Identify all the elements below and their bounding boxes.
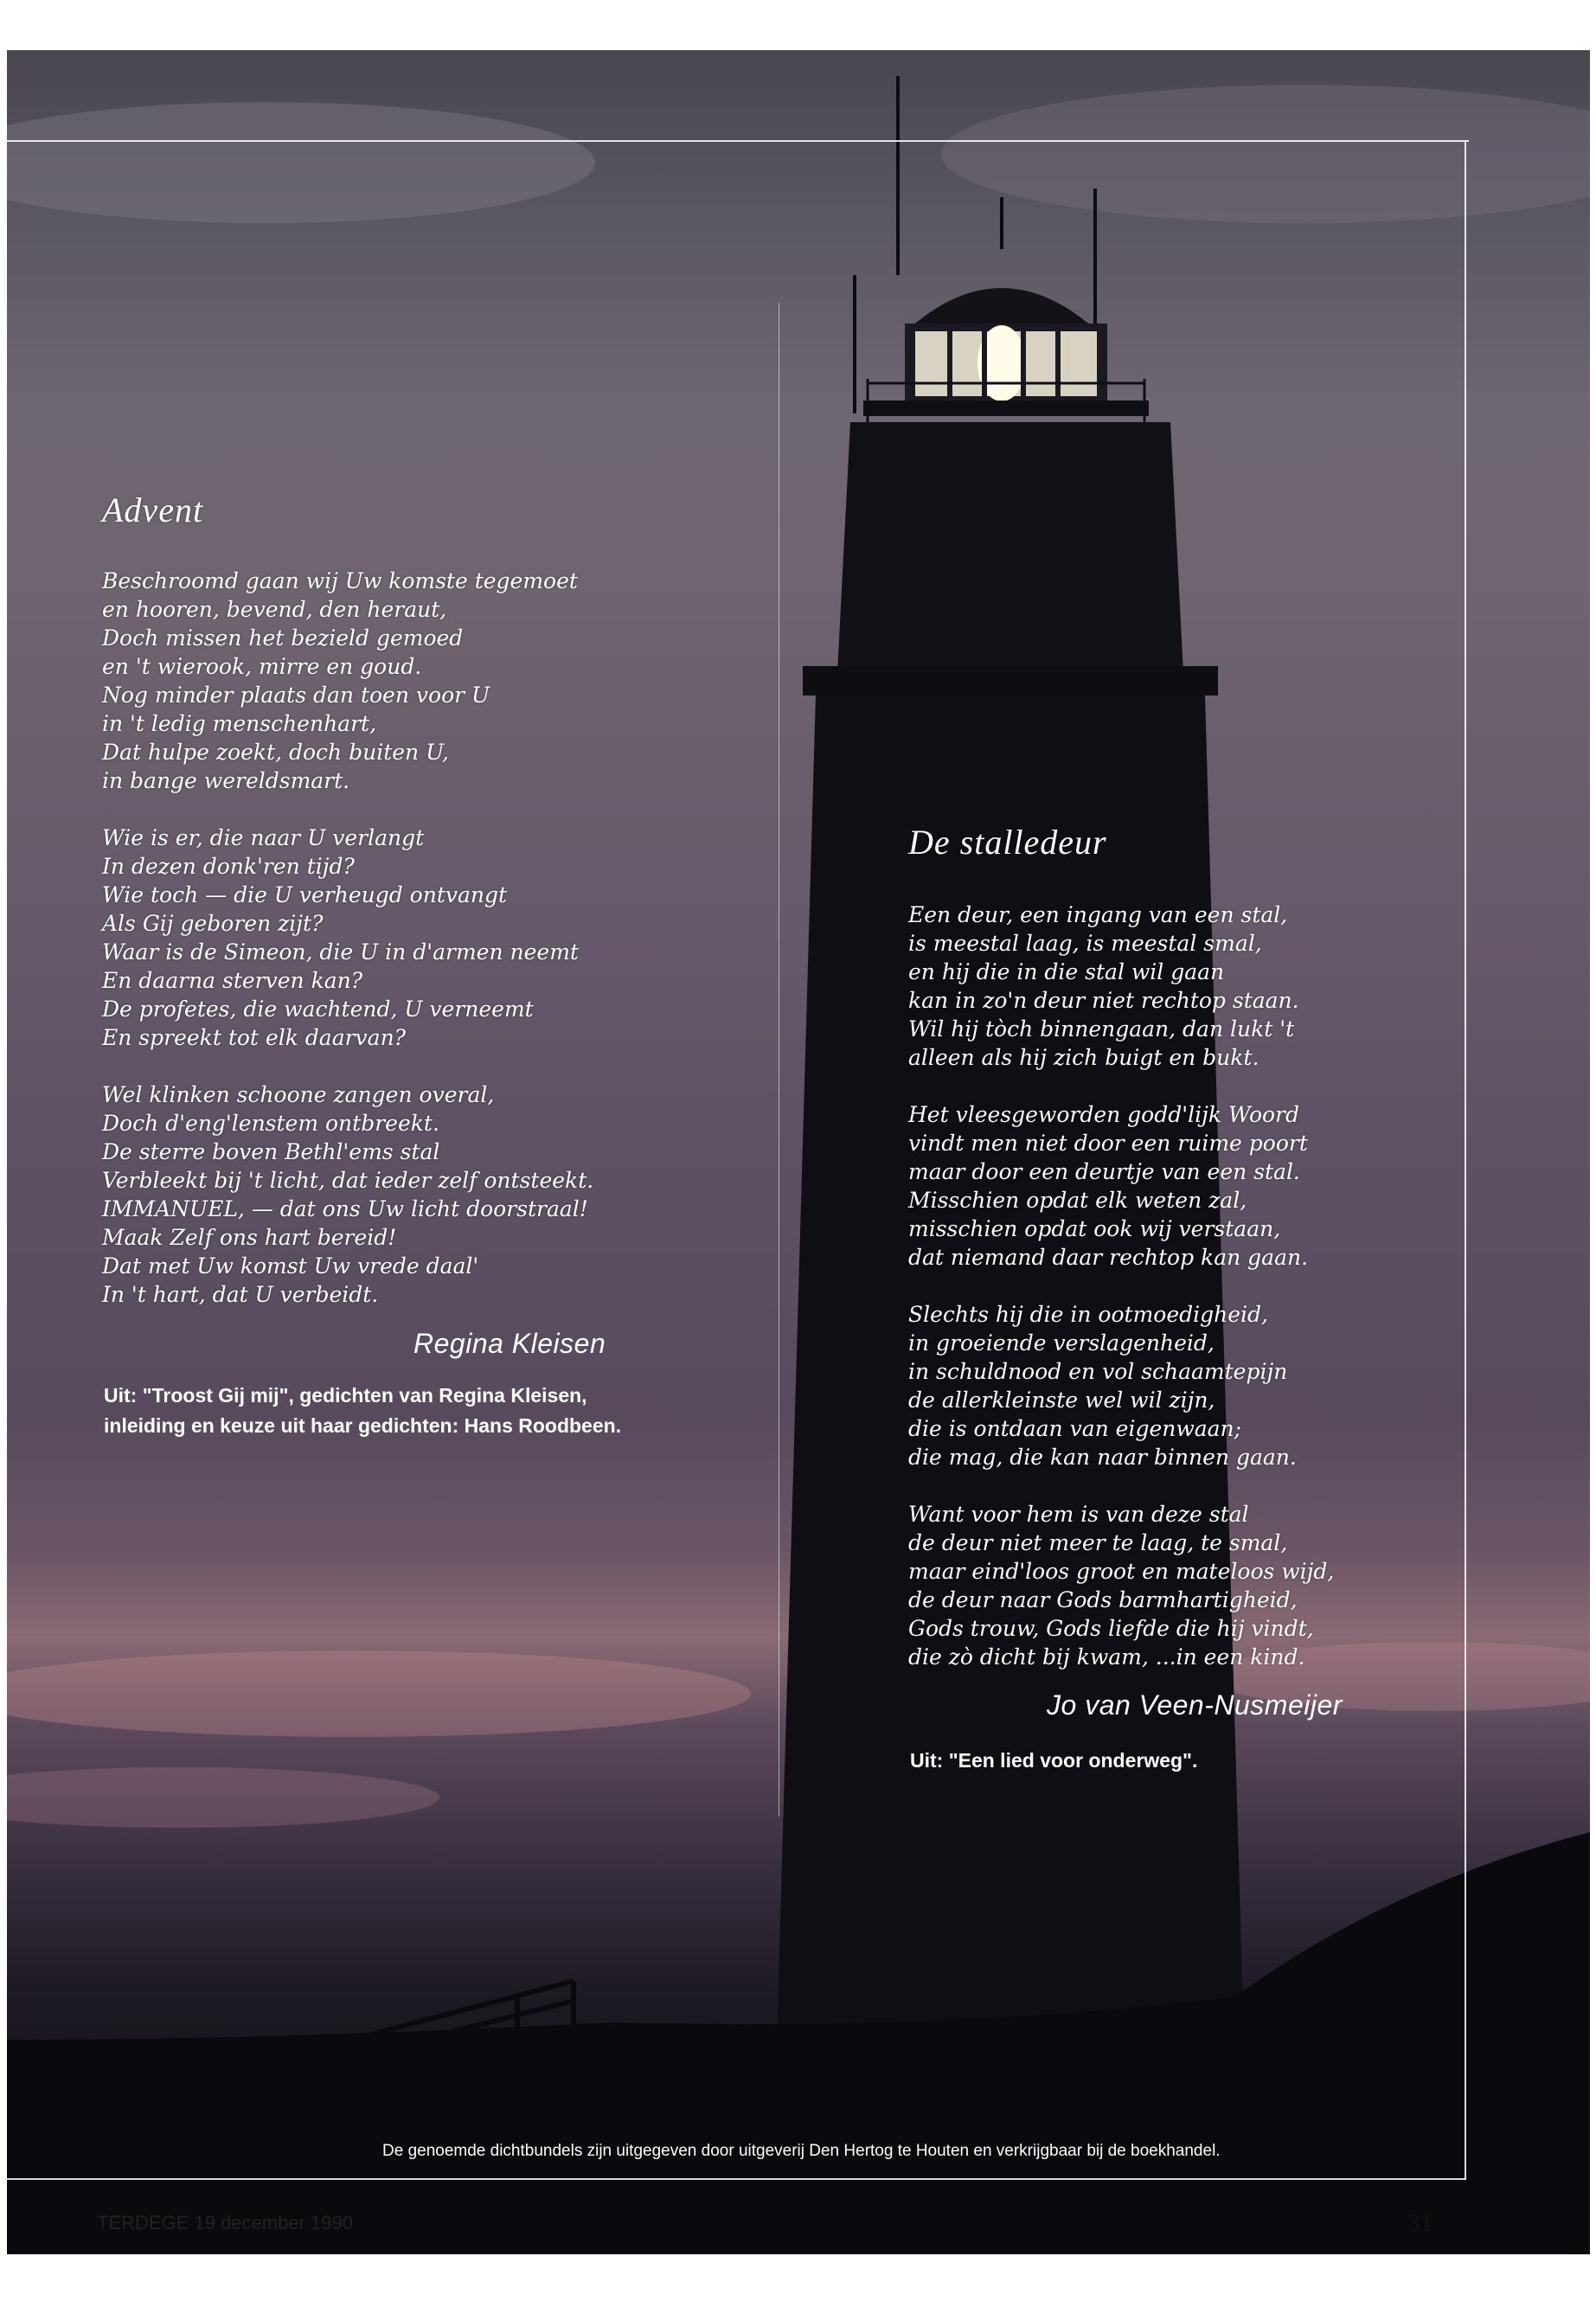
poem-line: Wie is er, die naar U verlangt (102, 825, 425, 850)
poem-author: Regina Kleisen (413, 1328, 606, 1359)
poem-line: In dezen donk'ren tijd? (102, 854, 355, 879)
lantern-room (863, 288, 1149, 422)
poem-line: dat niemand daar rechtop kan gaan. (908, 1245, 1309, 1270)
poem-stanza (908, 1500, 1427, 1671)
poem-line: De profetes, die wachtend, U verneemt (102, 997, 534, 1022)
poem-source: Uit: "Een lied voor onderweg". (910, 1749, 1198, 1772)
poem-line: die zò dicht bij kwam, ...in een kind. (908, 1644, 1305, 1670)
lighthouse-gallery (803, 666, 1218, 695)
poem-line: die mag, die kan naar binnen gaan. (908, 1445, 1297, 1470)
poem-line: in schuldnood en vol schaamtepijn (908, 1359, 1288, 1384)
poem-line: Waar is de Simeon, die U in d'armen neemt (102, 939, 579, 965)
poem-stanza (102, 1080, 656, 1309)
poem-line: Dat hulpe zoekt, doch buiten U, (102, 740, 449, 765)
poem-line: is meestal laag, is meestal smal, (908, 931, 1262, 956)
poem-line: Een deur, een ingang van een stal, (908, 902, 1288, 927)
poem-line: Wel klinken schoone zangen overal, (102, 1082, 495, 1107)
poem-author: Jo van Veen-Nusmeijer (1047, 1689, 1343, 1721)
poem-line: kan in zo'n deur niet rechtop staan. (908, 988, 1299, 1013)
poem-line: En spreekt tot elk daarvan? (102, 1025, 407, 1050)
frame-line-top (7, 140, 1469, 142)
poem-stanza (908, 1300, 1427, 1471)
poem-line: en hij die in die stal wil gaan (908, 959, 1225, 984)
publication-line: TERDEGE 19 december 1990 (97, 2212, 353, 2234)
poem-stanza (102, 824, 656, 1052)
poem-line: Dat met Uw komst Uw vrede daal' (102, 1253, 479, 1279)
poem-line: Wie toch — die U verheugd ontvangt (102, 882, 508, 907)
poem-line: Maak Zelf ons hart bereid! (102, 1225, 397, 1250)
page-number: 31 (1408, 2210, 1433, 2237)
poem-de-stalledeur (908, 822, 1427, 1700)
poem-stanza (908, 1100, 1427, 1272)
poem-advent (102, 490, 656, 1337)
poem-line: en 't wierook, mirre en goud. (102, 654, 422, 679)
poem-line: Doch missen het bezield gemoed (102, 625, 464, 651)
lighthouse-upper-tower (837, 422, 1183, 673)
poem-line: maar eind'loos groot en mateloos wijd, (908, 1559, 1335, 1584)
poem-line: Nog minder plaats dan toen voor U (102, 683, 490, 708)
poem-line: Slechts hij die in ootmoedigheid, (908, 1302, 1268, 1327)
poem-line: en hooren, bevend, den heraut, (102, 597, 447, 622)
poem-stanza (102, 567, 656, 795)
poem-line: in 't ledig menschenhart, (102, 711, 377, 736)
poem-stanza (908, 901, 1427, 1072)
poem-title: Advent (102, 490, 204, 529)
poem-line: maar door een deurtje van een stal. (908, 1159, 1300, 1184)
poem-line: die is ontdaan van eigenwaan; (908, 1416, 1242, 1441)
frame-line-right (1465, 140, 1466, 2180)
frame-line-bottom (7, 2178, 1466, 2180)
poem-line: Beschroomd gaan wij Uw komste tegemoet (102, 568, 578, 593)
poem-line: Verbleekt bij 't licht, dat ieder zelf ontsteekt. (102, 1168, 594, 1193)
poem-line: in bange wereldsmart. (102, 768, 350, 793)
poem-line: In 't hart, dat U verbeidt. (102, 1282, 379, 1307)
poem-line: de deur niet meer te laag, te smal, (908, 1530, 1288, 1555)
poem-line: Want voor hem is van deze stal (908, 1502, 1249, 1527)
poem-line: En daarna sterven kan? (102, 968, 363, 993)
poem-line: Gods trouw, Gods liefde die hij vindt, (908, 1616, 1314, 1641)
poem-line: Misschien opdat elk weten zal, (908, 1188, 1247, 1213)
poem-line: Het vleesgeworden godd'lijk Woord (908, 1102, 1300, 1127)
poem-line: Als Gij geboren zijt? (102, 911, 324, 936)
poem-line: in groeiende verslagenheid, (908, 1330, 1215, 1356)
poem-line: De sterre boven Bethl'ems stal (102, 1139, 440, 1164)
poem-line: Doch d'eng'lenstem ontbreekt. (102, 1111, 439, 1136)
poem-line: IMMANUEL, — dat ons Uw licht doorstraal! (102, 1196, 588, 1221)
poem-line: de deur naar Gods barmhartigheid, (908, 1587, 1298, 1612)
poem-line: Wil hij tòch binnengaan, dan lukt 't (908, 1016, 1295, 1042)
poem-line: alleen als hij zich buigt en bukt. (908, 1045, 1259, 1070)
poem-title: De stalledeur (908, 823, 1107, 862)
poem-line: vindt men niet door een ruime poort (908, 1131, 1308, 1156)
poem-line: de allerkleinste wel wil zijn, (908, 1388, 1215, 1413)
publisher-footnote: De genoemde dichtbundels zijn uitgegeven door uitgeverij Den Hertog te Houten en verkrijgbaar bij de boekhandel. (382, 2142, 1221, 2160)
poem-line: misschien opdat ook wij verstaan, (908, 1216, 1281, 1241)
poem-source: Uit: "Troost Gij mij", gedichten van Regina Kleisen, inleiding en keuze uit haar gedichten: Hans Roodbeen. (104, 1384, 622, 1437)
